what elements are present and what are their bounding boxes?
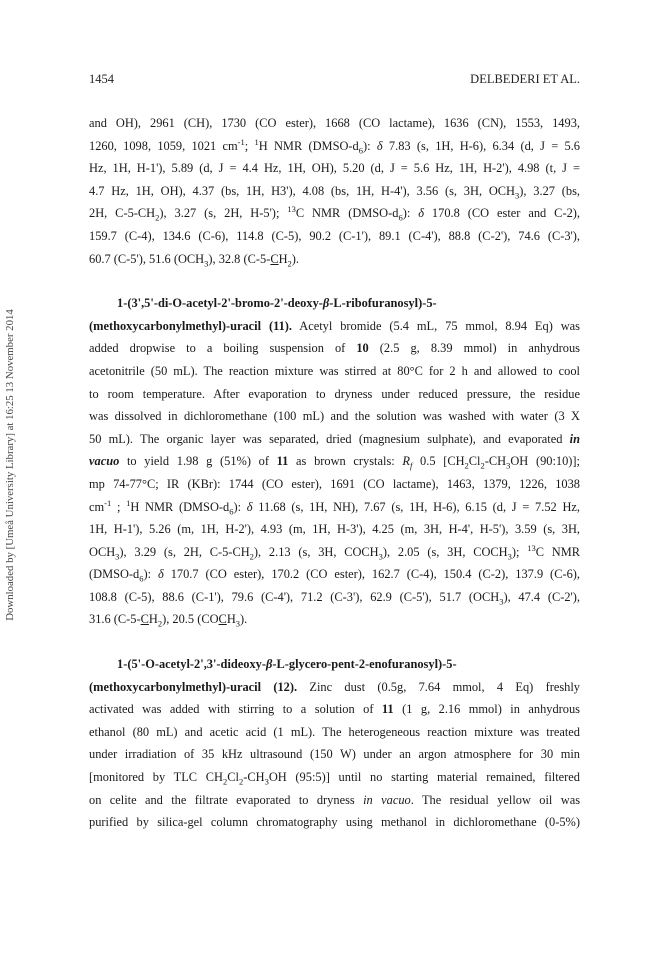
text-line: Hz, 1H, H-1'), 5.89 (d, J = 4.4 Hz, 1H, OH), 5.20 (d, J = 5.6 Hz, 1H, H-2'), 4.98 (t, J = — [89, 161, 580, 176]
text-line: $(DMSO-d_6)$: δ 170.7 (CO ester), 170.2 (CO ester), 162.7 (C-4), 150.4 (C-2), 137.9 (C-6), — [89, 567, 580, 584]
text-line: 1260, 1098, 1059, 1021 $cm^{-1}$; $^1$H NMR $(DMSO-d_6)$: δ 7.83 (s, 1H, H-6), 6.34 (d, J = 5.6 — [89, 136, 580, 156]
text-line: (methoxycarbonylmethyl)-uracil (11). Acetyl bromide (5.4 mL, 75 mmol, 8.94 Eq) was — [89, 318, 580, 333]
running-authors: DELBEDERI ET AL. — [470, 72, 580, 86]
text-line: added dropwise to a boiling suspension of 10 (2.5 g, 8.39 mmol) in anhydrous — [89, 341, 580, 356]
text-line: 159.7 (C-4), 134.6 (C-6), 114.8 (C-5), 90.2 (C-1'), 89.1 (C-4'), 88.8 (C-2'), 74.6 (C-3'), — [89, 228, 580, 243]
download-watermark — [0, 210, 20, 720]
text-line: 1H, H-1'), 5.26 (m, 1H, H-2'), 4.93 (m, 1H, H-3'), 4.25 (m, 3H, H-4', H-5'), 3.59 (s, 3H, — [89, 522, 580, 537]
text-line: vacuo to yield 1.98 g (51%) of 11 as brown crystals: $R_f$ 0.5 [$CH_2Cl_2-CH_3OH$ (90:10)]; — [89, 454, 580, 471]
text-line: under irradiation of 35 kHz ultrasound (150 W) under an argon atmosphere for 30 min — [89, 747, 580, 762]
text-line: and OH), 2961 (CH), 1730 (CO ester), 1668 (CO lactame), 1636 (CN), 1553, 1493, — [89, 116, 580, 130]
text-line: acetonitrile (50 mL). The reaction mixture was stirred at 80°C for 2 h and allowed to cool — [89, 363, 580, 378]
download-notice: Downloaded by [Umeå University Library] at 16:25 13 November 2014 — [4, 309, 17, 621]
text-line: [monitored by TLC $CH_2Cl_2-CH_3OH$ (95:5)] until no starting material remained, filtered — [89, 770, 580, 787]
text-line: on celite and the filtrate evaporated to dryness in vacuo. The residual yellow oil was — [89, 792, 580, 807]
compound-11-heading: 1-(3',5'-di-O-acetyl-2'-bromo-2'-deoxy-β-L-ribofuranosyl)-5- — [117, 296, 437, 311]
text-line: 60.7 (C-5'), 51.6 $(OCH_3)$, 32.8 $(C-5-CH_2)$. — [89, 251, 300, 269]
page-number: 1454 — [89, 72, 114, 86]
text-line: purified by silica-gel column chromatography using methanol in dichloromethane (0-5%) — [89, 815, 580, 830]
text-line: was dissolved in dichloromethane (100 mL) and the solution was washed with water (3 X — [89, 409, 580, 424]
text-line: activated was added with stirring to a solution of 11 (1 g, 2.16 mmol) in anhydrous — [89, 702, 580, 717]
paragraph-compound-11 — [89, 292, 580, 631]
text-line: 4.7 Hz, 1H, OH), 4.37 (bs, 1H, H3'), 4.08 (bs, 1H, H-4'), 3.56 (s, 3H, $OCH_3$), 3.27 (bs, — [89, 183, 580, 201]
text-line: 108.8 (C-5), 88.6 (C-1'), 79.6 (C-4'), 71.2 (C-3'), 62.9 (C-5'), 51.7 $(OCH_3)$, 47.4 (C-2'), — [89, 589, 580, 607]
text-line: to room temperature. After evaporation to dryness under reduced pressure, the residue — [89, 386, 580, 401]
compound-12-heading: 1-(5'-O-acetyl-2',3'-dideoxy-β-L-glycero-pent-2-enofuranosyl)-5- — [117, 657, 457, 672]
text-line: mp 74-77°C; IR (KBr): 1744 (CO ester), 1691 (CO lactame), 1463, 1379, 1226, 1038 — [89, 476, 580, 491]
article-body — [89, 112, 580, 834]
text-line: $cm^{-1}$ ; $^1$H NMR $(DMSO-d_6)$: δ 11.68 (s, 1H, NH), 7.67 (s, 1H, H-6), 6.15 (d, J = 7.52 Hz, — [89, 497, 580, 516]
text-line: $OCH_3$), 3.29 (s, 2H, $C-5-CH_2$), 2.13 (s, 3H, $COCH_3$), 2.05 (s, 3H, $COCH_3$); $^{13}$C NMR — [89, 542, 580, 562]
text-line: (methoxycarbonylmethyl)-uracil (12). Zinc dust (0.5g, 7.64 mmol, 4 Eq) freshly — [89, 679, 580, 694]
paragraph-compound-12 — [89, 653, 580, 834]
text-line: 50 mL). The organic layer was separated, dried (magnesium sulphate), and evaporated in — [89, 431, 580, 446]
running-header — [89, 72, 580, 87]
text-line: ethanol (80 mL) and acetic acid (1 mL). The heterogeneous reaction mixture was treated — [89, 724, 580, 739]
text-line: 2H, $C-5-CH_2$), 3.27 (s, 2H, H-5'); $^{13}$C NMR $(DMSO-d_6)$: δ 170.8 (CO ester and C-2), — [89, 204, 580, 223]
paragraph-compound-10-data — [89, 112, 580, 270]
text-line: 31.6 $(C-5-CH_2)$, 20.5 $(COCH_3)$. — [89, 612, 248, 629]
